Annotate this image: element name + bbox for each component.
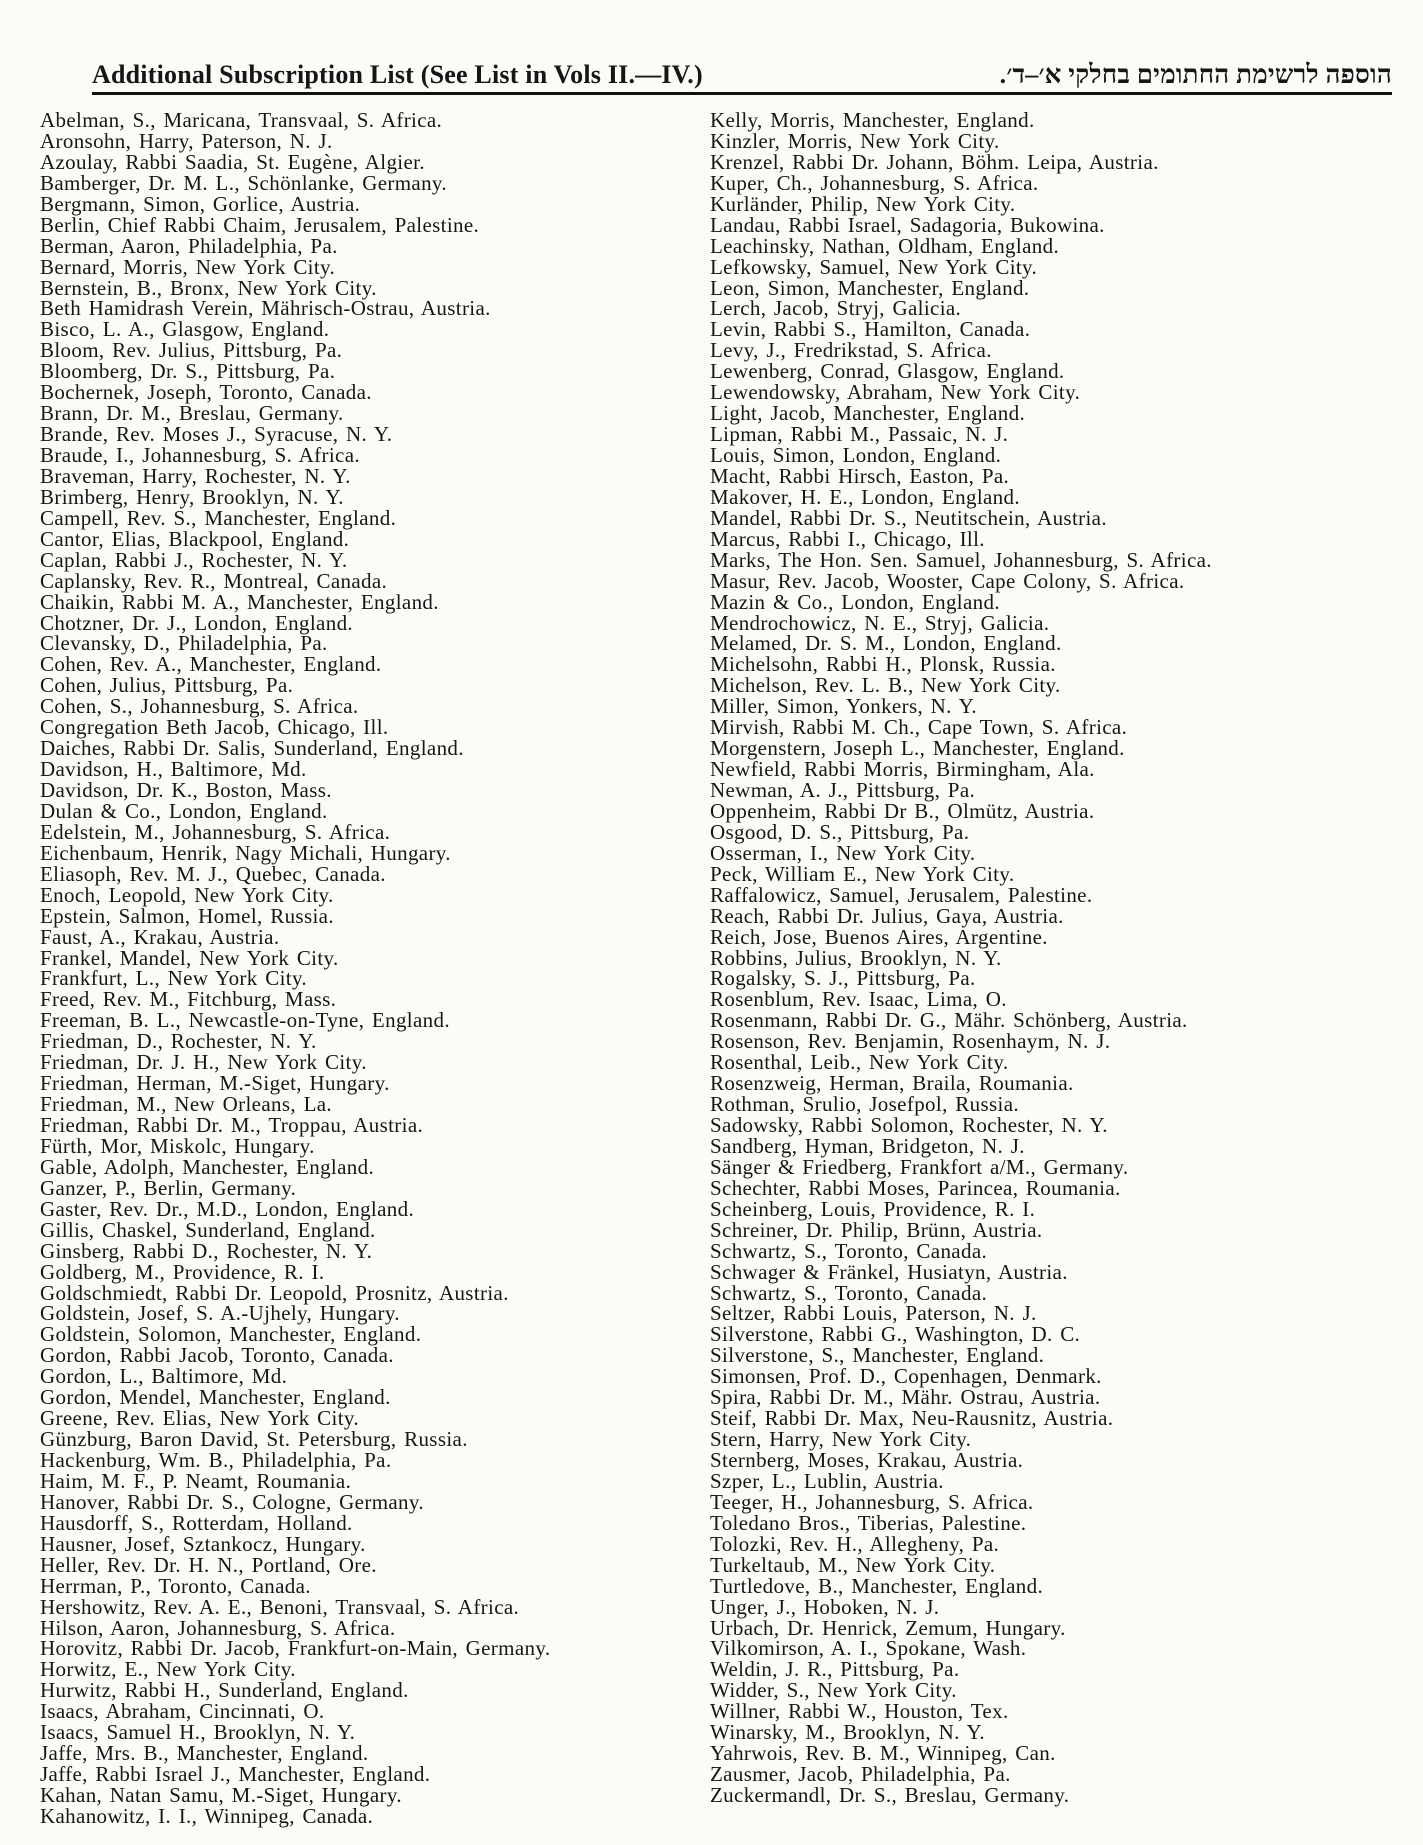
- subscriber-entry: Heller, Rev. Dr. H. N., Portland, Ore.: [40, 1552, 377, 1577]
- subscriber-entry: Bernstein, B., Bronx, New York City.: [40, 275, 377, 300]
- subscriber-entry: Caplansky, Rev. R., Montreal, Canada.: [40, 568, 388, 593]
- subscriber-entry: Willner, Rabbi W., Houston, Tex.: [710, 1699, 1009, 1724]
- subscriber-entry: Michelson, Rev. L. B., New York City.: [710, 673, 1061, 698]
- subscriber-entry: Rothman, Srulio, Josefpol, Russia.: [710, 1092, 1019, 1117]
- subscriber-entry: Winarsky, M., Brooklyn, N. Y.: [710, 1720, 985, 1745]
- subscriber-entry: Friedman, Dr. J. H., New York City.: [40, 1050, 367, 1075]
- subscriber-entry: Braude, I., Johannesburg, S. Africa.: [40, 443, 360, 467]
- subscriber-entry: Kahan, Natan Samu, M.-Siget, Hungary.: [40, 1783, 402, 1807]
- subscriber-entry: Lefkowsky, Samuel, New York City.: [710, 254, 1038, 279]
- subscriber-entry: Davidson, H., Baltimore, Md.: [40, 757, 307, 782]
- header-rule: [92, 92, 1392, 95]
- subscriber-entry: Enoch, Leopold, New York City.: [40, 882, 334, 907]
- subscriber-entry: Robbins, Julius, Brooklyn, N. Y.: [710, 945, 1002, 970]
- subscriber-entry: Herrman, P., Toronto, Canada.: [40, 1573, 311, 1598]
- subscriber-entry: Frankfurt, L., New York City.: [40, 966, 308, 991]
- subscriber-entry: Günzburg, Baron David, St. Petersburg, Russia.: [40, 1427, 468, 1452]
- subscriber-entry: Chotzner, Dr. J., London, England.: [40, 610, 354, 635]
- subscriber-entry: Lewenberg, Conrad, Glasgow, England.: [710, 359, 1065, 384]
- subscriber-entry: Kinzler, Morris, New York City.: [710, 128, 1000, 153]
- subscriber-entry: Ganzer, P., Berlin, Germany.: [40, 1175, 297, 1200]
- subscriber-entry: Fürth, Mor, Miskolc, Hungary.: [40, 1133, 315, 1158]
- subscriber-entry: Davidson, Dr. K., Boston, Mass.: [40, 778, 332, 802]
- subscriber-entry: Schwager & Fränkel, Husiatyn, Austria.: [710, 1259, 1068, 1284]
- subscriber-entry: Szper, L., Lublin, Austria.: [710, 1468, 944, 1493]
- subscriber-entry: Raffalowicz, Samuel, Jerusalem, Palestine.: [710, 882, 1093, 907]
- subscriber-entry: Greene, Rev. Elias, New York City.: [40, 1406, 359, 1431]
- subscriber-entry: Reach, Rabbi Dr. Julius, Gaya, Austria.: [710, 903, 1064, 928]
- subscriber-entry: Eichenbaum, Henrik, Nagy Michali, Hungary.: [40, 840, 451, 865]
- subscriber-entry: Mendrochowicz, N. E., Stryj, Galicia.: [710, 610, 1050, 635]
- subscriber-entry: Friedman, M., New Orleans, La.: [40, 1092, 333, 1117]
- subscriber-entry: Bloomberg, Dr. S., Pittsburg, Pa.: [40, 359, 336, 384]
- subscriber-entry: Friedman, Herman, M.-Siget, Hungary.: [40, 1071, 390, 1096]
- subscriber-entry: Silverstone, Rabbi G., Washington, D. C.: [710, 1322, 1081, 1347]
- subscriber-entry: Newman, A. J., Pittsburg, Pa.: [710, 778, 976, 802]
- subscriber-entry: Aronsohn, Harry, Paterson, N. J.: [40, 128, 333, 153]
- subscriber-entry: Freeman, B. L., Newcastle-on-Tyne, England.: [40, 1008, 450, 1033]
- subscriber-entry: Light, Jacob, Manchester, England.: [710, 401, 1026, 426]
- subscriber-entry: Hanover, Rabbi Dr. S., Cologne, Germany.: [40, 1489, 424, 1514]
- subscriber-entry: Hackenburg, Wm. B., Philadelphia, Pa.: [40, 1448, 392, 1472]
- subscriber-entry: Eliasoph, Rev. M. J., Quebec, Canada.: [40, 861, 386, 886]
- subscriber-entry: Kuper, Ch., Johannesburg, S. Africa.: [710, 170, 1039, 195]
- subscriber-entry: Sandberg, Hyman, Bridgeton, N. J.: [710, 1133, 1025, 1158]
- subscriber-entry: Widder, S., New York City.: [710, 1678, 957, 1703]
- subscriber-entry: Schwartz, S., Toronto, Canada.: [710, 1280, 988, 1305]
- subscriber-entry: Melamed, Dr. S. M., London, England.: [710, 631, 1062, 656]
- subscriber-entry: Bloom, Rev. Julius, Pittsburg, Pa.: [40, 338, 343, 363]
- subscriber-entry: Friedman, D., Rochester, N. Y.: [40, 1029, 317, 1054]
- subscriber-entry: Mirvish, Rabbi M. Ch., Cape Town, S. Africa.: [710, 715, 1128, 740]
- subscriber-entry: Bisco, L. A., Glasgow, England.: [40, 317, 330, 342]
- subscriber-entry: Lewendowsky, Abraham, New York City.: [710, 380, 1081, 405]
- subscriber-entry: Makover, H. E., London, England.: [710, 484, 1020, 509]
- subscriber-entry: Seltzer, Rabbi Louis, Paterson, N. J.: [710, 1301, 1037, 1326]
- subscriber-entry: Brimberg, Henry, Brooklyn, N. Y.: [40, 484, 344, 509]
- subscriber-entry: Leachinsky, Nathan, Oldham, England.: [710, 233, 1060, 258]
- subscriber-entry: Beth Hamidrash Verein, Mährisch-Ostrau, Austria.: [40, 296, 491, 321]
- subscriber-entry: Cantor, Elias, Blackpool, England.: [40, 526, 350, 551]
- subscriber-entry: Louis, Simon, London, England.: [710, 443, 1002, 467]
- subscriber-entry: Azoulay, Rabbi Saadia, St. Eugène, Algier.: [40, 149, 425, 174]
- subscriber-entry: Simonsen, Prof. D., Copenhagen, Denmark.: [710, 1364, 1102, 1389]
- page-title: Additional Subscription List (See List in Vols II.—IV.): [92, 60, 703, 89]
- subscriber-entry: Kurländer, Philip, New York City.: [710, 191, 1016, 216]
- subscriber-entry: Hershowitz, Rev. A. E., Benoni, Transvaal, S. Africa.: [40, 1594, 520, 1619]
- subscriber-entry: Clevansky, D., Philadelphia, Pa.: [40, 631, 328, 656]
- subscriber-entry: Urbach, Dr. Henrick, Zemum, Hungary.: [710, 1615, 1066, 1640]
- subscriber-entry: Gable, Adolph, Manchester, England.: [40, 1154, 375, 1179]
- subscriber-entry: Hilson, Aaron, Johannesburg, S. Africa.: [40, 1615, 396, 1640]
- subscriber-entry: Scheinberg, Louis, Providence, R. I.: [710, 1196, 1036, 1221]
- subscriber-entry: Brann, Dr. M., Breslau, Germany.: [40, 401, 344, 426]
- left-column: [40, 110, 680, 1827]
- subscriber-entry: Caplan, Rabbi J., Rochester, N. Y.: [40, 547, 348, 572]
- subscriber-entry: Bernard, Morris, New York City.: [40, 254, 336, 279]
- subscriber-entry: Abelman, S., Maricana, Transvaal, S. Africa.: [40, 108, 443, 132]
- subscriber-entry: Dulan & Co., London, England.: [40, 798, 328, 823]
- subscriber-entry: Frankel, Mandel, New York City.: [40, 945, 339, 970]
- subscriber-entry: Lipman, Rabbi M., Passaic, N. J.: [710, 422, 1009, 447]
- subscriber-entry: Steif, Rabbi Dr. Max, Neu-Rausnitz, Austria.: [710, 1406, 1114, 1431]
- subscriber-entry: Rosenson, Rev. Benjamin, Rosenhaym, N. J.: [710, 1029, 1111, 1054]
- subscriber-entry: Edelstein, M., Johannesburg, S. Africa.: [40, 819, 391, 844]
- subscriber-entry: Epstein, Salmon, Homel, Russia.: [40, 903, 334, 928]
- subscriber-entry: Horwitz, E., New York City.: [40, 1657, 296, 1682]
- subscriber-entry: Berman, Aaron, Philadelphia, Pa.: [40, 233, 338, 258]
- subscriber-entry: Turkeltaub, M., New York City.: [710, 1552, 996, 1577]
- subscriber-entry: Sternberg, Moses, Krakau, Austria.: [710, 1448, 1024, 1472]
- subscriber-entry: Congregation Beth Jacob, Chicago, Ill.: [40, 715, 389, 740]
- subscriber-entry: Kahanowitz, I. I., Winnipeg, Canada.: [40, 1803, 374, 1828]
- subscriber-entry: Unger, J., Hoboken, N. J.: [710, 1594, 940, 1619]
- subscriber-entry: Gordon, L., Baltimore, Md.: [40, 1364, 288, 1389]
- subscriber-entry: Zausmer, Jacob, Philadelphia, Pa.: [710, 1762, 1011, 1787]
- subscriber-entry: Hurwitz, Rabbi H., Sunderland, England.: [40, 1678, 409, 1703]
- subscriber-entry: Rosenzweig, Herman, Braila, Roumania.: [710, 1071, 1074, 1096]
- subscriber-entry: Gaster, Rev. Dr., M.D., London, England.: [40, 1196, 415, 1221]
- subscriber-entry: Bamberger, Dr. M. L., Schönlanke, Germany.: [40, 170, 448, 195]
- subscriber-entry: Campell, Rev. S., Manchester, England.: [40, 505, 397, 530]
- subscriber-entry: Lerch, Jacob, Stryj, Galicia.: [710, 296, 962, 321]
- subscriber-entry: Leon, Simon, Manchester, England.: [710, 275, 1030, 300]
- subscriber-entry: Isaacs, Abraham, Cincinnati, O.: [40, 1699, 325, 1724]
- subscriber-entry: Jaffe, Mrs. B., Manchester, England.: [40, 1741, 369, 1766]
- subscriber-entry: Chaikin, Rabbi M. A., Manchester, England.: [40, 589, 439, 614]
- subscriber-entry: Goldstein, Solomon, Manchester, England.: [40, 1322, 422, 1347]
- subscriber-entry: Miller, Simon, Yonkers, N. Y.: [710, 694, 978, 719]
- subscriber-entry: Mazin & Co., London, England.: [710, 589, 1000, 614]
- subscriber-entry: Levin, Rabbi S., Hamilton, Canada.: [710, 317, 1031, 342]
- subscriber-entry: Reich, Jose, Buenos Aires, Argentine.: [710, 924, 1048, 949]
- subscriber-entry: Toledano Bros., Tiberias, Palestine.: [710, 1510, 1027, 1535]
- subscriber-entry: Landau, Rabbi Israel, Sadagoria, Bukowina.: [710, 212, 1105, 237]
- subscriber-entry: Tolozki, Rev. H., Allegheny, Pa.: [710, 1531, 1000, 1556]
- subscriber-entry: Cohen, Julius, Pittsburg, Pa.: [40, 673, 294, 698]
- subscriber-entry: Gordon, Mendel, Manchester, England.: [40, 1385, 391, 1410]
- subscriber-entry: Freed, Rev. M., Fitchburg, Mass.: [40, 987, 337, 1012]
- subscriber-entry: Isaacs, Samuel H., Brooklyn, N. Y.: [40, 1720, 356, 1745]
- subscriber-entry: Morgenstern, Joseph L., Manchester, England.: [710, 736, 1125, 761]
- subscriber-entry: Weldin, J. R., Pittsburg, Pa.: [710, 1657, 960, 1682]
- subscriber-entry: Newfield, Rabbi Morris, Birmingham, Ala.: [710, 757, 1095, 782]
- subscriber-entry: Jaffe, Rabbi Israel J., Manchester, England.: [40, 1762, 431, 1787]
- subscriber-entry: Bergmann, Simon, Gorlice, Austria.: [40, 191, 361, 216]
- subscriber-entry: Yahrwois, Rev. B. M., Winnipeg, Can.: [710, 1741, 1056, 1766]
- subscriber-entry: Spira, Rabbi Dr. M., Mähr. Ostrau, Austria.: [710, 1385, 1101, 1410]
- subscriber-entry: Vilkomirson, A. I., Spokane, Wash.: [710, 1636, 1027, 1661]
- subscriber-entry: Friedman, Rabbi Dr. M., Troppau, Austria.: [40, 1113, 424, 1137]
- subscriber-entry: Goldberg, M., Providence, R. I.: [40, 1259, 325, 1284]
- subscriber-entry: Michelsohn, Rabbi H., Plonsk, Russia.: [710, 652, 1056, 677]
- page-header: [92, 46, 1392, 90]
- subscriber-entry: Sänger & Friedberg, Frankfort a/M., Germany.: [710, 1154, 1129, 1179]
- subscriber-entry: Silverstone, S., Manchester, England.: [710, 1343, 1045, 1368]
- subscriber-entry: Stern, Harry, New York City.: [710, 1427, 972, 1452]
- subscriber-entry: Braveman, Harry, Rochester, N. Y.: [40, 463, 351, 488]
- subscriber-entry: Rogalsky, S. J., Pittsburg, Pa.: [710, 966, 976, 991]
- hebrew-title: הוספה לרשימת החתומים בחלקי א׳–ד׳.: [999, 60, 1392, 89]
- subscriber-entry: Macht, Rabbi Hirsch, Easton, Pa.: [710, 463, 1010, 488]
- subscriber-entry: Rosenthal, Leib., New York City.: [710, 1050, 1009, 1075]
- subscriber-entry: Turtledove, B., Manchester, England.: [710, 1573, 1044, 1598]
- subscriber-entry: Cohen, Rev. A., Manchester, England.: [40, 652, 382, 677]
- subscriber-entry: Schreiner, Dr. Philip, Brünn, Austria.: [710, 1217, 1043, 1242]
- subscriber-entry: Osgood, D. S., Pittsburg, Pa.: [710, 819, 970, 844]
- subscriber-entry: Peck, William E., New York City.: [710, 861, 1015, 886]
- subscriber-entry: Gillis, Chaskel, Sunderland, England.: [40, 1217, 376, 1242]
- subscriber-entry: Hausdorff, S., Rotterdam, Holland.: [40, 1510, 353, 1535]
- subscriber-entry: Horovitz, Rabbi Dr. Jacob, Frankfurt-on-Main, Germany.: [40, 1636, 551, 1661]
- subscriber-entry: Marcus, Rabbi I., Chicago, Ill.: [710, 526, 985, 551]
- subscriber-entry: Mandel, Rabbi Dr. S., Neutitschein, Austria.: [710, 505, 1107, 530]
- subscriber-entry: Goldschmiedt, Rabbi Dr. Leopold, Prosnitz, Austria.: [40, 1280, 509, 1305]
- subscriber-entry: Goldstein, Josef, S. A.-Ujhely, Hungary.: [40, 1301, 400, 1326]
- subscriber-entry: Bochernek, Joseph, Toronto, Canada.: [40, 380, 372, 405]
- subscriber-entry: Berlin, Chief Rabbi Chaim, Jerusalem, Palestine.: [40, 212, 480, 237]
- subscriber-entry: Oppenheim, Rabbi Dr B., Olmütz, Austria.: [710, 798, 1095, 823]
- subscriber-entry: Hausner, Josef, Sztankocz, Hungary.: [40, 1531, 366, 1556]
- subscriber-entry: Krenzel, Rabbi Dr. Johann, Böhm. Leipa, Austria.: [710, 149, 1159, 174]
- subscriber-entry: Faust, A., Krakau, Austria.: [40, 924, 280, 949]
- subscriber-entry: Sadowsky, Rabbi Solomon, Rochester, N. Y.: [710, 1113, 1108, 1137]
- subscriber-entry: Teeger, H., Johannesburg, S. Africa.: [710, 1489, 1034, 1514]
- subscriber-entry: Daiches, Rabbi Dr. Salis, Sunderland, England.: [40, 736, 464, 761]
- subscriber-entry: Osserman, I., New York City.: [710, 840, 976, 865]
- subscriber-entry: Ginsberg, Rabbi D., Rochester, N. Y.: [40, 1238, 373, 1263]
- subscriber-entry: Levy, J., Fredrikstad, S. Africa.: [710, 338, 992, 363]
- subscriber-entry: Zuckermandl, Dr. S., Breslau, Germany.: [710, 1783, 1070, 1807]
- subscriber-entry: Schwartz, S., Toronto, Canada.: [710, 1238, 988, 1263]
- subscriber-entry: Rosenmann, Rabbi Dr. G., Mähr. Schönberg, Austria.: [710, 1008, 1188, 1033]
- subscriber-entry: Rosenblum, Rev. Isaac, Lima, O.: [710, 987, 1007, 1012]
- subscriber-entry: Brande, Rev. Moses J., Syracuse, N. Y.: [40, 422, 393, 447]
- subscriber-entry: Kelly, Morris, Manchester, England.: [710, 108, 1035, 132]
- subscriber-entry: Marks, The Hon. Sen. Samuel, Johannesburg, S. Africa.: [710, 547, 1212, 572]
- subscriber-entry: Schechter, Rabbi Moses, Parincea, Roumania.: [710, 1175, 1121, 1200]
- subscriber-entry: Cohen, S., Johannesburg, S. Africa.: [40, 694, 359, 719]
- right-column: [710, 110, 1350, 1806]
- subscriber-entry: Haim, M. F., P. Neamt, Roumania.: [40, 1468, 352, 1493]
- subscriber-entry: Gordon, Rabbi Jacob, Toronto, Canada.: [40, 1343, 394, 1368]
- subscriber-entry: Masur, Rev. Jacob, Wooster, Cape Colony, S. Africa.: [710, 568, 1185, 593]
